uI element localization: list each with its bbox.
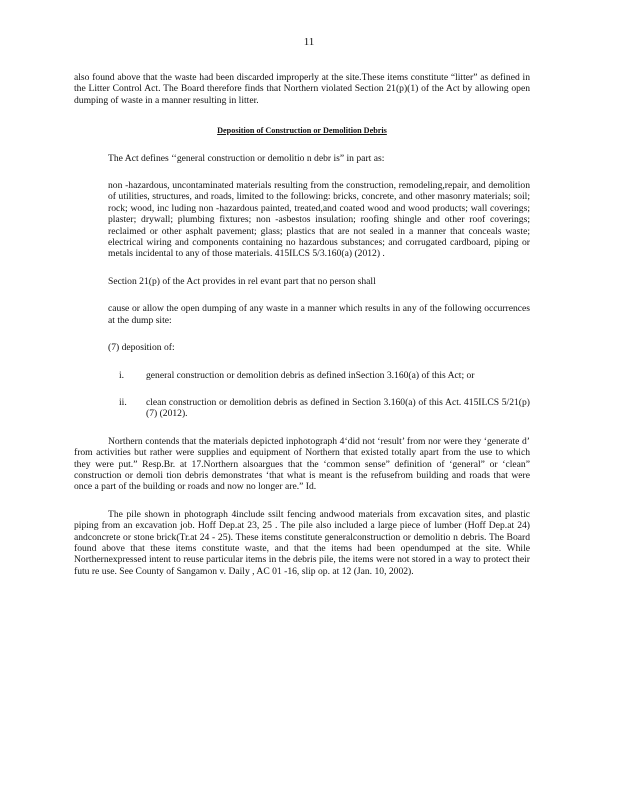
list-item-text: clean construction or demolition debris as defined in Section 3.160(a) of this Act. 415ILCS 5/21(p)(7) (2012).: [146, 396, 530, 420]
paragraph-litter-finding: also found above that the waste had been discarded improperly at the site.These items constitute “litter” as defined in the Litter Control Act. The Board therefore finds that Northern violated Section 21(p)(1) of the Act by allowing open dumping of waste in a manner resulting in litter.: [74, 72, 530, 106]
document-body: [74, 72, 530, 577]
item-deposition: (7) deposition of:: [108, 342, 175, 354]
list-item-text: general construction or demolition debris as defined inSection 3.160(a) of this Act; or: [146, 369, 475, 381]
list-item: [119, 370, 530, 381]
list-marker: i.: [119, 369, 125, 381]
block-quote-definition: non -hazardous, uncontaminated materials resulting from the construction, remodeling,repair, and demolition of utilities, structures, and roads, limited to the following: bricks, concrete, and other masonry materials; soil; rock; wood, inc luding non -hazardous painted, treated,and coated wood and wood products; wall coverings; plaster; drywall; plumbing fixtures; non -asbestos insulation; roofing shingle and other roof coverings; reclaimed or other asphalt pavement; glass; plastics that are not sealed in a manner that conceals waste; electrical wiring and components containing no hazardous substances; and corrugated cardboard, piping or metals incidental to any of those materials. 415ILCS 5/3.160(a) (2012) .: [108, 180, 530, 260]
paragraph-pile-photograph: The pile shown in photograph 4include ssilt fencing andwood materials from excavation sites, and plastic piping from an excavation job. Hoff Dep.at 23, 25 . The pile also included a large piece of lumber (Hoff Dep.at 24) andconcrete or stone brick(Tr.at 24 - 25). These items constitute generalconstruction or demolitio n debris. The Board found above that these items constitute waste, and that the items had been opendumped at the site. While Northernexpressed intent to reuse particular items in the debris pile, the items were not stored in a way to protect their futu re use. See County of Sangamon v. Daily , AC 01 -16, slip op. at 12 (Jan. 10, 2002).: [74, 508, 530, 577]
page-number: 11: [303, 36, 315, 48]
section-heading: Deposition of Construction or Demolition Debris: [217, 126, 387, 136]
list-item: [119, 397, 530, 420]
list-marker: ii.: [119, 396, 127, 408]
paragraph-section-21p: Section 21(p) of the Act provides in rel evant part that no person shall: [108, 275, 376, 287]
block-quote-open-dumping: cause or allow the open dumping of any waste in a manner which results in any of the following occurrences at the dump site:: [108, 303, 530, 326]
paragraph-act-defines: The Act defines ‘‘general construction or demolitio n debr is” in part as:: [108, 152, 385, 164]
paragraph-northern-contends: Northern contends that the materials depicted inphotograph 4‘did not ‘result’ from nor were they ‘generate d’ from activities but rather were supplies and equipment of Northern that existed totally apart from the use to which they were put.” Resp.Br. at 17.Northern alsoargues that the ‘common sense” definition of ‘general” or ‘clean” construction or demoli tion debris demonstrates ‘that what is meant is the refusefrom building and roads that were once a part of the building or roads and now no longer are.” Id.: [74, 435, 530, 493]
